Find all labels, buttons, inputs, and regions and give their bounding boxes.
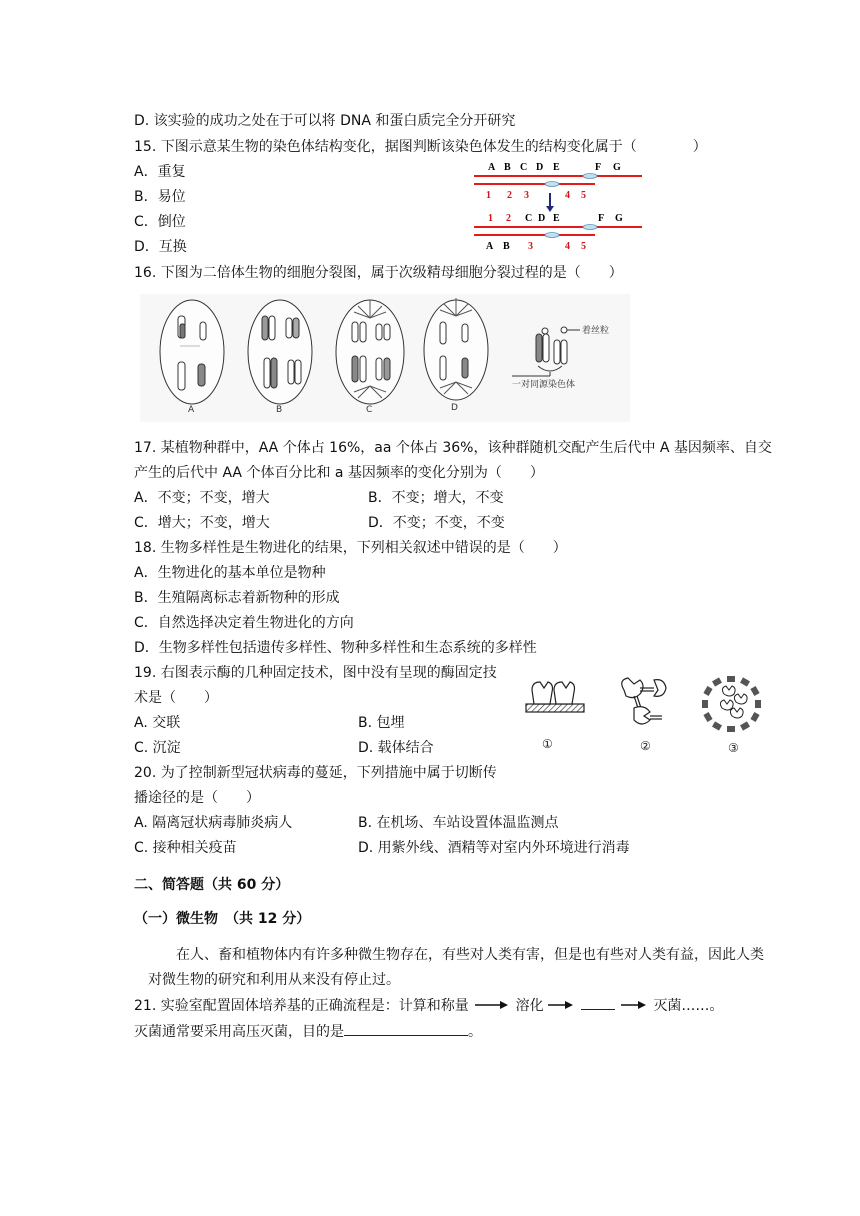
q17-option-d: D．不变；不变，不变 bbox=[368, 515, 505, 531]
arrow-icon-3 bbox=[619, 997, 649, 1015]
q18-option-a: A．生物进化的基本单位是物种 bbox=[134, 565, 326, 581]
bottom-num-a: A bbox=[486, 241, 494, 252]
top-letter-d: D bbox=[536, 162, 544, 173]
q19-line-2: 术是（ ） bbox=[134, 690, 218, 706]
bottom-num-4: 4 bbox=[565, 241, 570, 252]
section-2-title: 二、简答题（共 60 分） bbox=[134, 877, 290, 893]
top-number-2: 2 bbox=[507, 190, 512, 201]
bottom-label-1: 1 bbox=[488, 213, 493, 224]
top-number-1: 1 bbox=[486, 190, 491, 201]
bottom-label-c: C bbox=[525, 213, 533, 224]
q19-option-c: C. 沉淀 bbox=[134, 740, 181, 756]
q16-stem: 16. 下图为二倍体生物的细胞分裂图，属于次级精母细胞分裂过程的是（ ） bbox=[134, 265, 623, 281]
q18-option-d: D．生物多样性包括遗传多样性、物种多样性和生态系统的多样性 bbox=[134, 640, 537, 656]
q15-option-a: A．重复 bbox=[134, 164, 186, 180]
bottom-num-b: B bbox=[503, 241, 510, 252]
q21-line-2-prefix: 灭菌通常要采用高压灭菌，目的是 bbox=[134, 1024, 344, 1040]
top-letter-g: G bbox=[613, 162, 621, 173]
q21-prefix: 21. 实验室配置固体培养基的正确流程是：计算和称量 bbox=[134, 998, 469, 1014]
q20-line-1: 20. 为了控制新型冠状病毒的蔓延，下列措施中属于切断传 bbox=[134, 765, 497, 781]
q20-option-d: D. 用紫外线、酒精等对室内外环境进行消毒 bbox=[358, 840, 630, 856]
q20-option-c: C. 接种相关疫苗 bbox=[134, 840, 237, 856]
q17-option-a: A．不变；不变，增大 bbox=[134, 490, 270, 506]
q20-line-2: 播途径的是（ ） bbox=[134, 790, 260, 806]
arrow-head bbox=[546, 206, 554, 212]
bottom-label-d: D bbox=[538, 213, 546, 224]
q15-option-b: B．易位 bbox=[134, 189, 186, 205]
q15-stem: 15. 下图示意某生物的染色体结构变化，据图判断该染色体发生的结构变化属于（ ） bbox=[134, 139, 707, 155]
legend-homologous: 一对同源染色体 bbox=[512, 380, 576, 390]
q20-option-b: B. 在机场、车站设置体温监测点 bbox=[358, 815, 559, 831]
bottom-num-3: 3 bbox=[528, 241, 533, 252]
bottom-label-g: G bbox=[615, 213, 623, 224]
cell-label-b: B bbox=[276, 405, 283, 415]
chromosome-figure bbox=[470, 160, 650, 252]
q19-line-1: 19. 右图表示酶的几种固定技术，图中没有呈现的酶固定技 bbox=[134, 665, 497, 681]
bottom-centromere-1 bbox=[583, 225, 597, 230]
cell-label-d: D bbox=[451, 403, 458, 413]
q19-option-a: A. 交联 bbox=[134, 715, 181, 731]
embedding-diagram bbox=[702, 676, 761, 732]
q17-option-c: C．增大；不变，增大 bbox=[134, 515, 270, 531]
q21-step-dissolve: 溶化 bbox=[515, 998, 544, 1014]
cell-a bbox=[160, 300, 224, 404]
label-3: ③ bbox=[728, 741, 739, 755]
q21-line-1 bbox=[134, 995, 723, 1015]
q17-option-b: B．不变；增大，不变 bbox=[368, 490, 504, 506]
top-letter-c: C bbox=[520, 162, 528, 173]
arrow-icon-1 bbox=[473, 997, 511, 1015]
label-2: ② bbox=[640, 739, 651, 753]
q21-blank-2[interactable] bbox=[344, 1021, 468, 1036]
bottom-label-e: E bbox=[553, 213, 560, 224]
top-letter-b: B bbox=[504, 162, 511, 173]
cell-b bbox=[248, 300, 312, 404]
top-centromere-1 bbox=[583, 174, 597, 179]
top-letter-f: F bbox=[595, 162, 602, 173]
q15-option-d: D．互换 bbox=[134, 239, 187, 255]
arrow-icon-2 bbox=[548, 997, 576, 1015]
q19-option-b: B. 包埋 bbox=[358, 715, 405, 731]
top-number-4: 4 bbox=[565, 190, 570, 201]
q17-line-1: 17. 某植物种群中，AA 个体占 16%，aa 个体占 36%，该种群随机交配产生后代中 A 基因频率、自交 bbox=[134, 440, 772, 456]
q21-blank-1[interactable] bbox=[581, 995, 615, 1010]
legend-centromere: 着丝粒 bbox=[582, 326, 610, 336]
q18-option-b: B．生殖隔离标志着新物种的形成 bbox=[134, 590, 340, 606]
label-1: ① bbox=[542, 737, 553, 751]
top-centromere-2 bbox=[545, 182, 559, 187]
cross-linking-diagram bbox=[622, 678, 666, 724]
q15-option-c: C．倒位 bbox=[134, 214, 186, 230]
carrier-binding-diagram bbox=[526, 682, 584, 712]
q17-line-2: 产生的后代中 AA 个体百分比和 a 基因频率的变化分别为（ ） bbox=[134, 465, 544, 481]
q21-step-sterilize: 灭菌……。 bbox=[653, 998, 724, 1014]
intro-line-2: 对微生物的研究和利用从来没有停止过。 bbox=[148, 972, 400, 988]
top-letter-e: E bbox=[553, 162, 560, 173]
top-number-5: 5 bbox=[581, 190, 586, 201]
q18-option-c: C．自然选择决定着生物进化的方向 bbox=[134, 615, 354, 631]
enzyme-immobilization-figure bbox=[520, 672, 770, 758]
bottom-num-5: 5 bbox=[581, 241, 586, 252]
q20-option-a: A. 隔离冠状病毒肺炎病人 bbox=[134, 815, 293, 831]
q21-line-2-suffix: 。 bbox=[468, 1024, 482, 1040]
cell-label-a: A bbox=[188, 405, 195, 415]
q21-line-2 bbox=[134, 1021, 482, 1041]
part-1-title: （一）微生物 （共 12 分） bbox=[134, 911, 311, 927]
cell-label-c: C bbox=[366, 405, 373, 415]
top-number-3: 3 bbox=[524, 190, 529, 201]
bottom-centromere-2 bbox=[545, 233, 559, 238]
cell-c bbox=[336, 300, 404, 404]
cell-division-figure bbox=[140, 294, 630, 422]
bottom-label-f: F bbox=[598, 213, 605, 224]
bottom-label-2: 2 bbox=[506, 213, 511, 224]
q14-option-d: D. 该实验的成功之处在于可以将 DNA 和蛋白质完全分开研究 bbox=[134, 113, 516, 129]
q19-option-d: D. 载体结合 bbox=[358, 740, 434, 756]
top-letter-a: A bbox=[488, 162, 496, 173]
q18-stem: 18. 生物多样性是生物进化的结果，下列相关叙述中错误的是（ ） bbox=[134, 540, 567, 556]
intro-line-1: 在人、畜和植物体内有许多种微生物存在，有些对人类有害，但是也有些对人类有益，因此人类 bbox=[176, 947, 764, 963]
